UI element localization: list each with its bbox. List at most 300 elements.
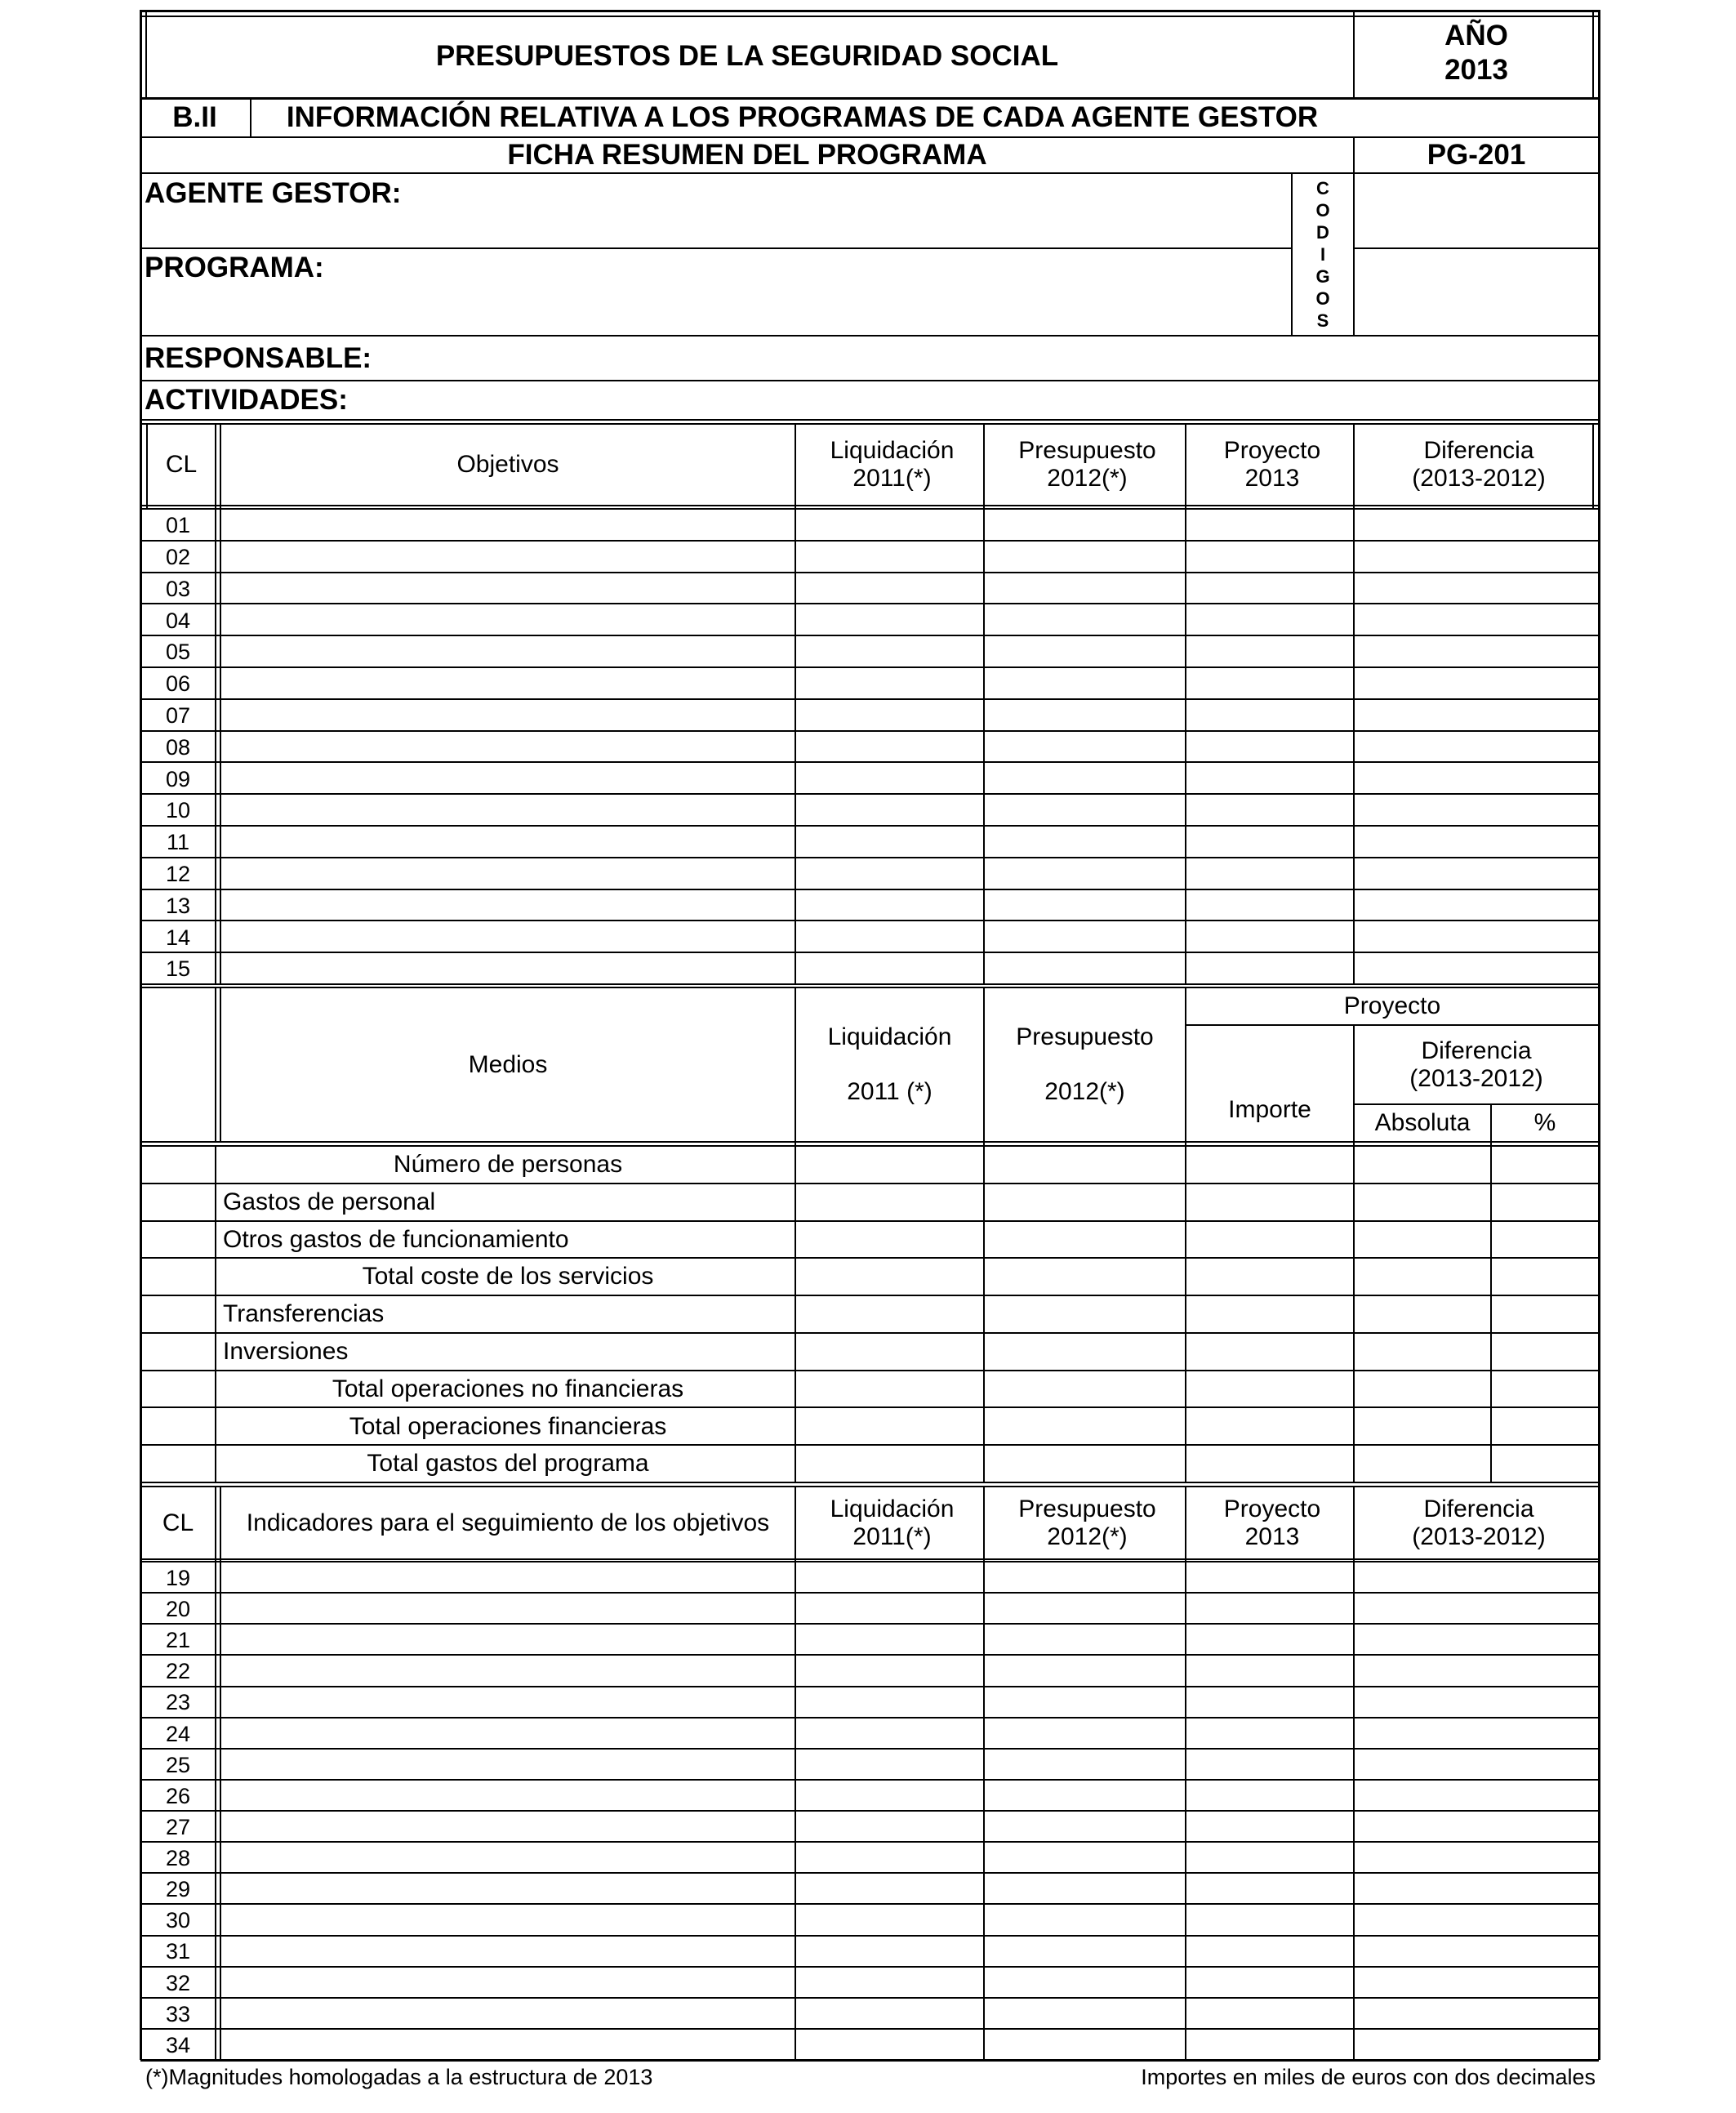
objetivo-cell[interactable] <box>1186 699 1354 731</box>
medios-value-cell[interactable] <box>984 1333 1186 1371</box>
objetivo-cell[interactable] <box>216 573 795 604</box>
medios-value-cell[interactable] <box>795 1407 984 1445</box>
objetivo-cell[interactable] <box>984 573 1186 604</box>
row-cl-number: 01 <box>165 513 191 538</box>
medios-value-cell[interactable] <box>1354 1407 1491 1445</box>
objetivo-cell[interactable] <box>984 667 1186 699</box>
indicador-cell[interactable] <box>1354 1936 1599 1967</box>
medios-value-cell[interactable] <box>1354 1295 1491 1333</box>
section-title: INFORMACIÓN RELATIVA A LOS PROGRAMAS DE CADA AGENTE GESTOR <box>286 101 1319 134</box>
objetivo-cell[interactable] <box>984 541 1186 573</box>
section-code: B.II <box>172 101 217 134</box>
objetivo-cell[interactable] <box>1186 667 1354 699</box>
medios-value-cell[interactable] <box>1491 1146 1599 1184</box>
objetivo-cell[interactable] <box>984 731 1186 763</box>
row-cl-number: 04 <box>165 608 191 633</box>
medios-cl-cell[interactable] <box>140 1221 216 1259</box>
medios-value-cell[interactable] <box>1354 1184 1491 1221</box>
medios-value-cell[interactable] <box>1186 1258 1354 1295</box>
indicador-cell[interactable] <box>1186 1936 1354 1967</box>
objetivo-cell[interactable] <box>795 826 984 858</box>
medios-value-cell[interactable] <box>1491 1295 1599 1333</box>
indicador-cell[interactable] <box>1354 1624 1599 1655</box>
medios-value-cell[interactable] <box>1186 1333 1354 1371</box>
indicador-cell[interactable] <box>984 1967 1186 1998</box>
header-importe: Importe <box>1228 1096 1311 1124</box>
medios-value-cell[interactable] <box>1491 1258 1599 1295</box>
row-cl-number: 07 <box>165 703 191 729</box>
objetivo-cell[interactable] <box>1354 635 1599 667</box>
objetivo-cell[interactable] <box>795 509 984 541</box>
codigos-letter: D <box>1316 222 1329 243</box>
objetivo-cell[interactable] <box>1186 921 1354 952</box>
objetivo-cell[interactable] <box>216 858 795 889</box>
header-medios: Medios <box>468 1050 548 1078</box>
header-proyecto: Proyecto <box>1343 992 1441 1020</box>
indicador-cell[interactable] <box>984 1749 1186 1780</box>
objetivo-cell[interactable] <box>216 667 795 699</box>
page-title: PRESUPUESTOS DE LA SEGURIDAD SOCIAL <box>435 40 1059 73</box>
header-cl: CL <box>162 1509 194 1536</box>
objetivo-cell[interactable] <box>984 826 1186 858</box>
medios-value-cell[interactable] <box>984 1258 1186 1295</box>
indicador-cell[interactable] <box>795 2029 984 2060</box>
indicador-cell[interactable] <box>795 1718 984 1749</box>
medios-value-cell[interactable] <box>984 1184 1186 1221</box>
row-cl-number: 30 <box>165 1908 191 1933</box>
medios-value-cell[interactable] <box>795 1333 984 1371</box>
indicador-cell[interactable] <box>216 1811 795 1842</box>
row-cl-number: 22 <box>165 1659 191 1684</box>
indicador-cell[interactable] <box>216 1873 795 1904</box>
objetivo-cell[interactable] <box>216 699 795 731</box>
medios-value-cell[interactable] <box>1354 1333 1491 1371</box>
objetivo-cell[interactable] <box>984 509 1186 541</box>
header-liquidacion: Liquidación 2011(*) <box>830 1495 955 1550</box>
indicador-cell[interactable] <box>795 1687 984 1718</box>
indicador-cell[interactable] <box>1186 1811 1354 1842</box>
indicador-cell[interactable] <box>1354 1749 1599 1780</box>
medios-cl-cell[interactable] <box>140 1295 216 1333</box>
indicador-cell[interactable] <box>795 1562 984 1593</box>
objetivo-cell[interactable] <box>1186 635 1354 667</box>
objetivo-cell[interactable] <box>1186 509 1354 541</box>
objetivo-cell[interactable] <box>984 604 1186 635</box>
header-proyecto: Proyecto 2013 <box>1223 1495 1321 1550</box>
indicador-cell[interactable] <box>216 1936 795 1967</box>
row-cl-number: 13 <box>165 893 191 918</box>
indicador-cell[interactable] <box>216 1718 795 1749</box>
medios-value-cell[interactable] <box>1491 1333 1599 1371</box>
indicador-cell[interactable] <box>216 1998 795 2029</box>
objetivo-cell[interactable] <box>984 889 1186 921</box>
form-code: PG-201 <box>1427 139 1526 172</box>
objetivo-cell[interactable] <box>1354 604 1599 635</box>
row-cl-number: 14 <box>165 925 191 950</box>
medios-value-cell[interactable] <box>1186 1371 1354 1408</box>
medios-value-cell[interactable] <box>1491 1445 1599 1482</box>
objetivo-cell[interactable] <box>1186 826 1354 858</box>
indicador-cell[interactable] <box>984 2029 1186 2060</box>
objetivo-cell[interactable] <box>795 762 984 794</box>
indicador-cell[interactable] <box>795 1780 984 1811</box>
indicador-cell[interactable] <box>1186 1562 1354 1593</box>
codigos-letter: C <box>1316 178 1329 198</box>
objetivo-cell[interactable] <box>795 731 984 763</box>
footnote-units: Importes en miles de euros con dos decimales <box>1141 2065 1596 2089</box>
row-cl-number: 24 <box>165 1721 191 1746</box>
indicador-cell[interactable] <box>984 1780 1186 1811</box>
medios-value-cell[interactable] <box>984 1407 1186 1445</box>
indicador-cell[interactable] <box>984 1718 1186 1749</box>
medios-row-label: Total coste de los servicios <box>362 1263 654 1291</box>
indicador-cell[interactable] <box>984 1687 1186 1718</box>
objetivo-cell[interactable] <box>1354 667 1599 699</box>
indicador-cell[interactable] <box>795 1842 984 1873</box>
objetivo-cell[interactable] <box>984 635 1186 667</box>
medios-value-cell[interactable] <box>1186 1184 1354 1221</box>
codigo-agente-field[interactable] <box>1354 173 1599 248</box>
objetivo-cell[interactable] <box>795 635 984 667</box>
indicador-cell[interactable] <box>216 2029 795 2060</box>
indicador-cell[interactable] <box>795 1904 984 1935</box>
rule-line <box>140 424 141 509</box>
indicador-cell[interactable] <box>795 1624 984 1655</box>
indicador-cell[interactable] <box>795 1936 984 1967</box>
objetivo-cell[interactable] <box>1354 731 1599 763</box>
header-presupuesto: Presupuesto 2012(*) <box>1018 1495 1156 1550</box>
indicador-cell[interactable] <box>1354 1904 1599 1935</box>
indicador-cell[interactable] <box>1186 1624 1354 1655</box>
row-cl-number: 31 <box>165 1939 191 1964</box>
medios-value-cell[interactable] <box>1186 1407 1354 1445</box>
row-cl-number: 23 <box>165 1690 191 1715</box>
row-cl-number: 20 <box>165 1597 191 1622</box>
header-indicadores: Indicadores para el seguimiento de los objetivos <box>246 1509 770 1536</box>
row-cl-number: 32 <box>165 1970 191 1995</box>
medios-value-cell[interactable] <box>795 1221 984 1259</box>
footnote-homologadas: (*)Magnitudes homologadas a la estructura de 2013 <box>145 2065 653 2089</box>
medios-cl-cell[interactable] <box>140 1371 216 1408</box>
medios-value-cell[interactable] <box>1491 1407 1599 1445</box>
objetivo-cell[interactable] <box>216 541 795 573</box>
medios-value-cell[interactable] <box>795 1258 984 1295</box>
header-liquidacion: Liquidación 2011 (*) <box>827 1023 952 1106</box>
row-cl-number: 33 <box>165 2001 191 2026</box>
medios-value-cell[interactable] <box>795 1146 984 1184</box>
row-cl-number: 08 <box>165 734 191 760</box>
indicador-cell[interactable] <box>795 1998 984 2029</box>
actividades-field[interactable] <box>140 381 1599 420</box>
codigos-letter: I <box>1320 244 1326 265</box>
indicador-cell[interactable] <box>216 1749 795 1780</box>
objetivo-cell[interactable] <box>216 889 795 921</box>
row-cl-number: 26 <box>165 1783 191 1808</box>
objetivo-cell[interactable] <box>1354 858 1599 889</box>
row-cl-number: 10 <box>165 798 191 823</box>
indicador-cell[interactable] <box>1186 1967 1354 1998</box>
medios-value-cell[interactable] <box>984 1221 1186 1259</box>
medios-value-cell[interactable] <box>984 1146 1186 1184</box>
indicador-cell[interactable] <box>1186 1873 1354 1904</box>
medios-cl-cell[interactable] <box>140 1445 216 1482</box>
indicador-cell[interactable] <box>984 1936 1186 1967</box>
medios-row-label: Gastos de personal <box>223 1188 436 1215</box>
medios-value-cell[interactable] <box>1186 1445 1354 1482</box>
objetivo-cell[interactable] <box>795 604 984 635</box>
row-cl-number: 03 <box>165 576 191 601</box>
header-presupuesto: Presupuesto 2012(*) <box>1018 437 1156 492</box>
objetivo-cell[interactable] <box>216 635 795 667</box>
header-diferencia: Diferencia (2013-2012) <box>1409 1036 1543 1092</box>
indicador-cell[interactable] <box>216 1687 795 1718</box>
objetivo-cell[interactable] <box>1186 604 1354 635</box>
year-value: 2013 <box>1444 54 1508 87</box>
medios-row-label: Número de personas <box>393 1151 623 1179</box>
codigos-vertical-label <box>1293 178 1353 332</box>
medios-value-cell[interactable] <box>1354 1146 1491 1184</box>
objetivo-cell[interactable] <box>1186 762 1354 794</box>
objetivo-cell[interactable] <box>216 921 795 952</box>
objetivo-cell[interactable] <box>216 762 795 794</box>
medios-cl-cell[interactable] <box>140 1146 216 1184</box>
indicador-cell[interactable] <box>216 1593 795 1624</box>
objetivo-cell[interactable] <box>216 731 795 763</box>
indicador-cell[interactable] <box>984 1811 1186 1842</box>
indicador-cell[interactable] <box>216 1655 795 1686</box>
indicador-cell[interactable] <box>1186 1687 1354 1718</box>
medios-value-cell[interactable] <box>984 1371 1186 1408</box>
medios-value-cell[interactable] <box>1491 1221 1599 1259</box>
objetivo-cell[interactable] <box>1354 762 1599 794</box>
row-cl-number: 27 <box>165 1814 191 1839</box>
objetivo-cell[interactable] <box>984 762 1186 794</box>
indicador-cell[interactable] <box>216 1904 795 1935</box>
indicador-cell[interactable] <box>1354 1593 1599 1624</box>
objetivo-cell[interactable] <box>216 604 795 635</box>
objetivo-cell[interactable] <box>984 699 1186 731</box>
indicador-cell[interactable] <box>1354 1718 1599 1749</box>
objetivo-cell[interactable] <box>1354 826 1599 858</box>
indicador-cell[interactable] <box>984 1904 1186 1935</box>
medios-value-cell[interactable] <box>1354 1371 1491 1408</box>
indicador-cell[interactable] <box>1186 1842 1354 1873</box>
medios-value-cell[interactable] <box>1354 1258 1491 1295</box>
objetivo-cell[interactable] <box>1354 699 1599 731</box>
objetivo-cell[interactable] <box>984 858 1186 889</box>
objetivo-cell[interactable] <box>795 794 984 826</box>
objetivo-cell[interactable] <box>795 699 984 731</box>
objetivo-cell[interactable] <box>216 509 795 541</box>
responsable-field[interactable] <box>140 336 1599 381</box>
objetivo-cell[interactable] <box>1186 573 1354 604</box>
medios-row-label: Transferencias <box>223 1300 385 1328</box>
header-cl: CL <box>165 451 198 479</box>
objetivo-cell[interactable] <box>1354 541 1599 573</box>
indicador-cell[interactable] <box>984 1655 1186 1686</box>
medios-value-cell[interactable] <box>795 1445 984 1482</box>
codigos-letter: G <box>1315 266 1330 287</box>
objetivo-cell[interactable] <box>1354 573 1599 604</box>
medios-cl-cell[interactable] <box>140 1407 216 1445</box>
medios-cl-cell[interactable] <box>140 1333 216 1371</box>
header-absoluta: Absoluta <box>1374 1109 1471 1137</box>
row-cl-number: 05 <box>165 640 191 665</box>
codigos-letter: S <box>1316 310 1329 331</box>
indicador-cell[interactable] <box>1186 1749 1354 1780</box>
header-presupuesto: Presupuesto 2012(*) <box>1016 1023 1154 1106</box>
rule-line <box>140 419 1599 421</box>
medios-cl-cell[interactable] <box>140 1258 216 1295</box>
indicador-cell[interactable] <box>1186 1593 1354 1624</box>
indicador-cell[interactable] <box>1354 1655 1599 1686</box>
indicador-cell[interactable] <box>1354 1811 1599 1842</box>
rule-line <box>215 987 216 1142</box>
indicador-cell[interactable] <box>984 1998 1186 2029</box>
indicador-cell[interactable] <box>795 1811 984 1842</box>
indicador-cell[interactable] <box>1186 1655 1354 1686</box>
objetivo-cell[interactable] <box>795 858 984 889</box>
header-diferencia: Diferencia (2013-2012) <box>1412 437 1546 492</box>
medios-value-cell[interactable] <box>1354 1221 1491 1259</box>
medios-value-cell[interactable] <box>1491 1184 1599 1221</box>
objetivo-cell[interactable] <box>984 921 1186 952</box>
indicador-cell[interactable] <box>984 1873 1186 1904</box>
indicador-cell[interactable] <box>1354 1842 1599 1873</box>
indicador-cell[interactable] <box>984 1624 1186 1655</box>
row-cl-number: 02 <box>165 545 191 570</box>
year-label: AÑO <box>1444 19 1508 51</box>
agente-gestor-label: AGENTE GESTOR: <box>145 177 402 210</box>
medios-row-label: Total gastos del programa <box>367 1450 649 1478</box>
objetivo-cell[interactable] <box>984 794 1186 826</box>
actividades-label: ACTIVIDADES: <box>145 384 348 417</box>
medios-row-label: Total operaciones no financieras <box>332 1375 684 1402</box>
row-cl-number: 06 <box>165 671 191 697</box>
indicador-cell[interactable] <box>216 1624 795 1655</box>
indicador-cell[interactable] <box>1186 1904 1354 1935</box>
medios-value-cell[interactable] <box>795 1184 984 1221</box>
objetivo-cell[interactable] <box>216 794 795 826</box>
row-cl-number: 11 <box>166 830 190 855</box>
indicador-cell[interactable] <box>1354 2029 1599 2060</box>
objetivo-cell[interactable] <box>1186 731 1354 763</box>
indicador-cell[interactable] <box>795 1967 984 1998</box>
objetivo-cell[interactable] <box>984 952 1186 984</box>
indicador-cell[interactable] <box>1186 1718 1354 1749</box>
objetivo-cell[interactable] <box>795 541 984 573</box>
objetivo-cell[interactable] <box>1354 921 1599 952</box>
indicador-cell[interactable] <box>1186 1998 1354 2029</box>
medios-value-cell[interactable] <box>795 1371 984 1408</box>
indicador-cell[interactable] <box>216 1562 795 1593</box>
objetivo-cell[interactable] <box>795 952 984 984</box>
objetivo-cell[interactable] <box>1354 509 1599 541</box>
indicador-cell[interactable] <box>1354 1687 1599 1718</box>
objetivo-cell[interactable] <box>1354 952 1599 984</box>
indicador-cell[interactable] <box>795 1749 984 1780</box>
indicador-cell[interactable] <box>1354 1780 1599 1811</box>
indicador-cell[interactable] <box>795 1655 984 1686</box>
row-cl-number: 21 <box>165 1628 191 1653</box>
frame-top <box>140 10 1599 12</box>
objetivo-cell[interactable] <box>795 573 984 604</box>
indicador-cell[interactable] <box>795 1593 984 1624</box>
row-cl-number: 34 <box>165 2032 191 2057</box>
header-objetivos: Objetivos <box>456 451 559 479</box>
form-subtitle: FICHA RESUMEN DEL PROGRAMA <box>507 139 987 172</box>
medios-value-cell[interactable] <box>795 1295 984 1333</box>
agente-gestor-field[interactable] <box>140 173 1292 248</box>
indicador-cell[interactable] <box>984 1562 1186 1593</box>
row-cl-number: 09 <box>165 766 191 791</box>
indicador-cell[interactable] <box>984 1842 1186 1873</box>
indicador-cell[interactable] <box>1354 1873 1599 1904</box>
medios-value-cell[interactable] <box>1186 1146 1354 1184</box>
medios-value-cell[interactable] <box>1186 1295 1354 1333</box>
indicador-cell[interactable] <box>1186 2029 1354 2060</box>
programa-label: PROGRAMA: <box>145 252 324 284</box>
objetivo-cell[interactable] <box>795 921 984 952</box>
medios-value-cell[interactable] <box>1491 1371 1599 1408</box>
objetivo-cell[interactable] <box>1354 794 1599 826</box>
objetivo-cell[interactable] <box>795 889 984 921</box>
header-proyecto: Proyecto 2013 <box>1223 437 1321 492</box>
indicador-cell[interactable] <box>216 1842 795 1873</box>
medios-row-label: Otros gastos de funcionamiento <box>223 1225 569 1253</box>
medios-row-label: Total operaciones financieras <box>349 1412 667 1440</box>
objetivo-cell[interactable] <box>216 826 795 858</box>
indicador-cell[interactable] <box>984 1593 1186 1624</box>
objetivo-cell[interactable] <box>1186 794 1354 826</box>
header-diferencia: Diferencia (2013-2012) <box>1412 1495 1546 1550</box>
codigo-programa-field[interactable] <box>1354 248 1599 336</box>
indicador-cell[interactable] <box>216 1780 795 1811</box>
indicador-cell[interactable] <box>1186 1780 1354 1811</box>
codigos-letter: O <box>1315 288 1330 309</box>
indicador-cell[interactable] <box>1354 1562 1599 1593</box>
codigos-letter: O <box>1315 200 1330 221</box>
medios-value-cell[interactable] <box>1186 1221 1354 1259</box>
objetivo-cell[interactable] <box>795 667 984 699</box>
programa-field[interactable] <box>140 248 1292 336</box>
medios-value-cell[interactable] <box>1354 1445 1491 1482</box>
medios-cl-cell[interactable] <box>140 1184 216 1221</box>
objetivo-cell[interactable] <box>1354 889 1599 921</box>
indicador-cell[interactable] <box>216 1967 795 1998</box>
header-porcentaje: % <box>1533 1109 1556 1137</box>
indicador-cell[interactable] <box>1354 1998 1599 2029</box>
row-cl-number: 19 <box>165 1565 191 1590</box>
objetivo-cell[interactable] <box>1186 541 1354 573</box>
objetivo-cell[interactable] <box>1186 858 1354 889</box>
indicador-cell[interactable] <box>1354 1967 1599 1998</box>
row-cl-number: 28 <box>165 1846 191 1871</box>
objetivo-cell[interactable] <box>1186 952 1354 984</box>
medios-row-label: Inversiones <box>223 1337 349 1365</box>
responsable-label: RESPONSABLE: <box>145 341 372 374</box>
row-cl-number: 12 <box>165 862 191 887</box>
objetivo-cell[interactable] <box>1186 889 1354 921</box>
indicador-cell[interactable] <box>795 1873 984 1904</box>
row-cl-number: 25 <box>165 1752 191 1777</box>
medios-value-cell[interactable] <box>984 1445 1186 1482</box>
medios-value-cell[interactable] <box>984 1295 1186 1333</box>
row-cl-number: 15 <box>165 956 191 982</box>
header-liquidacion: Liquidación 2011(*) <box>830 437 955 492</box>
objetivo-cell[interactable] <box>216 952 795 984</box>
row-cl-number: 29 <box>165 1877 191 1902</box>
